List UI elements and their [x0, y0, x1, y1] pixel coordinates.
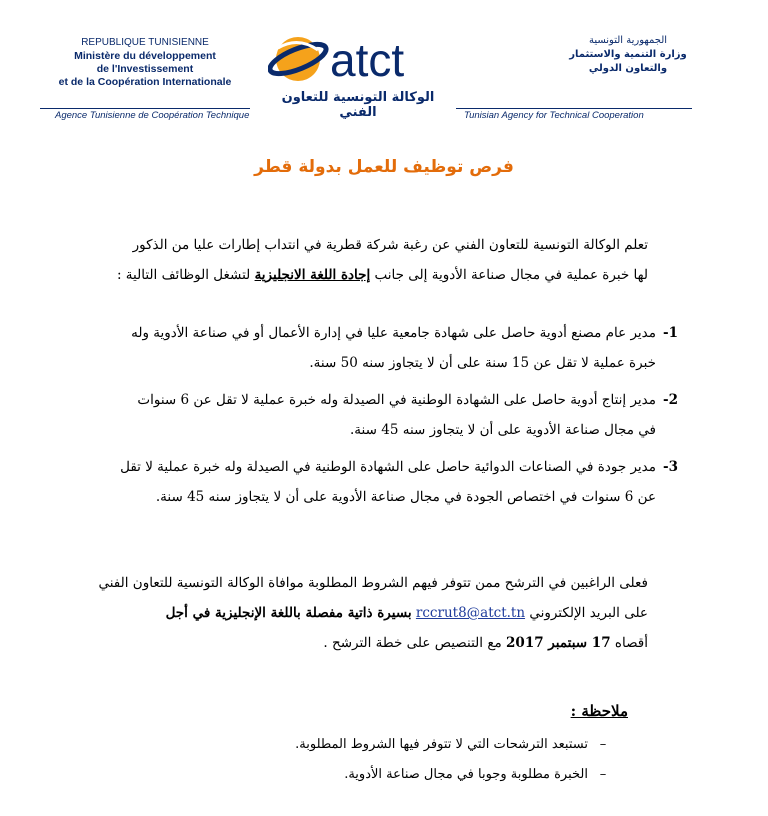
globe-icon [268, 37, 330, 81]
position-text: مدير جودة في الصناعات الدوائية حاصل على الشهادة الوطنية في الصيدلة وله خبرة عملية لا تقل عن 6 سنوات في اختصاص الجودة في مجال صناعة الأدوية على أن لا يتجاوز سنه 45 سنة. [120, 459, 656, 505]
intro-line-1: تعلم الوكالة التونسية للتعاون الفني عن رغبة شركة قطرية في انتداب إطارات عليا من الذكور [132, 237, 648, 253]
apply-line-3-post: مع التنصيص على خطة الترشح . [323, 635, 502, 651]
apply-paragraph [88, 568, 648, 658]
header-french-block [40, 36, 250, 89]
fr-ministry-line-3: et de la Coopération Internationale [58, 76, 232, 88]
apply-line-2-pre: على البريد الإلكتروني [529, 605, 648, 621]
position-number: 3- [662, 459, 678, 475]
ar-ministry-line-1: وزارة التنمية والاستثمار [569, 49, 687, 60]
apply-line-1: فعلى الراغبين في الترشح ممن تتوفر فيهم الشروط المطلوبة موافاة الوكالة التونسية للتعاون الفني [98, 575, 648, 591]
note-bullet: – [599, 767, 607, 782]
logo-arabic-name: الوكالة التونسية للتعاون الفني [281, 90, 435, 120]
note-bullet: – [599, 737, 607, 752]
position-list [118, 318, 678, 512]
ar-ministry-line-2: والتعاون الدولي [588, 63, 668, 74]
position-text: مدير إنتاج أدوية حاصل على الشهادة الوطنية في الصيدلة وله خبرة عملية لا تقل عن 6 سنوات في مجال صناعة الأدوية على أن لا يتجاوز سنه 45 سنة. [137, 392, 656, 438]
fr-ministry-line-2: de l'Investissement [96, 63, 194, 75]
fr-republic: REPUBLIQUE TUNISIENNE [81, 37, 209, 48]
header-rule-right [456, 108, 692, 109]
intro-line-2 [108, 260, 648, 290]
fr-ministry-line-1: Ministère du développement [74, 50, 216, 62]
apply-line-3 [88, 628, 648, 658]
en-agency-name: Tunisian Agency for Technical Cooperation [464, 110, 644, 121]
notes-list [295, 730, 618, 790]
list-item [118, 452, 678, 512]
position-text: مدير عام مصنع أدوية حاصل على شهادة جامعية عليا في إدارة الأعمال أو في صناعة الأدوية وله خبرة عملية لا تقل عن 15 سنة على أن لا يتجاوز سنه 50 سنة. [131, 325, 656, 371]
note-text: الخبرة مطلوبة وجوبا في مجال صناعة الأدوية. [344, 767, 588, 782]
intro-english-requirement: إجادة اللغة الانجليزية [254, 267, 371, 283]
apply-line-3-pre: أقصاه [614, 635, 648, 651]
position-number: 2- [662, 392, 678, 408]
position-number: 1- [662, 325, 678, 341]
list-item [295, 760, 618, 790]
logo-wordmark: atct [330, 34, 405, 86]
apply-deadline: 17 سبتمبر 2017 [506, 635, 611, 651]
page-title: فرص توظيف للعمل بدولة قطر [254, 157, 514, 177]
fr-agency-name: Agence Tunisienne de Coopération Technique [55, 110, 250, 121]
list-item [295, 730, 618, 760]
apply-line-2 [88, 598, 648, 628]
atct-logo [268, 28, 448, 90]
notes-heading: ملاحظة : [570, 702, 628, 720]
intro-paragraph [108, 230, 648, 290]
intro-line-2-pre: لها خبرة عملية في مجال صناعة الأدوية إلى جانب [374, 267, 648, 283]
header-arabic-block [558, 34, 698, 76]
apply-cv-requirement: بسيرة ذاتية مفصلة باللغة الإنجليزية في أجل [165, 605, 412, 621]
list-item [118, 385, 678, 445]
note-text: تستبعد الترشحات التي لا تتوفر فيها الشروط المطلوبة. [295, 737, 588, 752]
intro-line-2-post: لتشغل الوظائف التالية : [116, 267, 251, 283]
email-link[interactable]: rccrut8@atct.tn [415, 605, 526, 621]
list-item [118, 318, 678, 378]
header-rule-left [40, 108, 250, 109]
ar-republic: الجمهورية التونسية [588, 35, 668, 46]
